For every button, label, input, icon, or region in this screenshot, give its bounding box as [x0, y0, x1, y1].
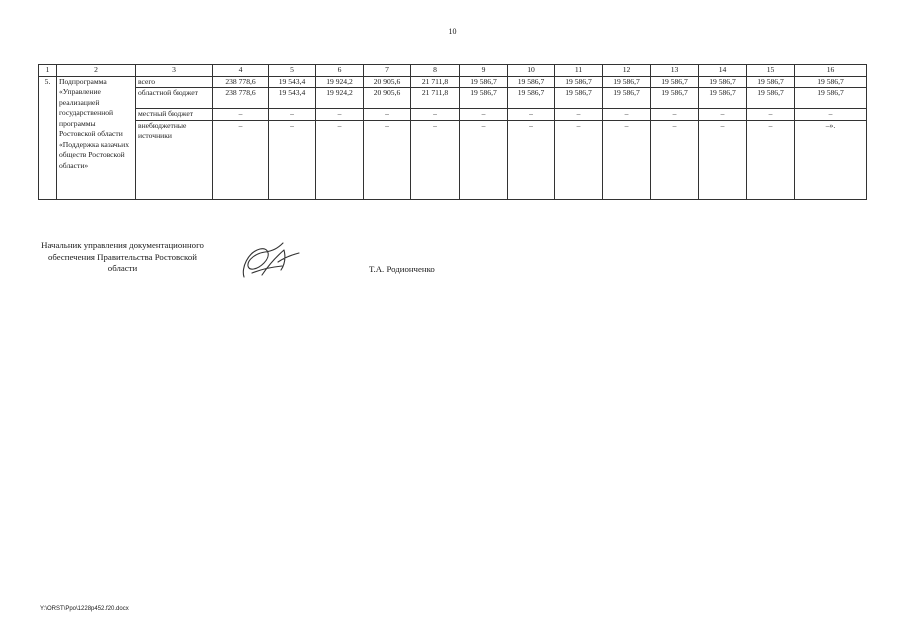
table-cell: 20 905,6 [364, 88, 411, 109]
table-cell: 19 586,7 [795, 76, 867, 88]
funding-source: всего [136, 76, 213, 88]
table-cell: 19 586,7 [460, 88, 508, 109]
table-cell: 238 778,6 [213, 88, 269, 109]
column-number: 1 [39, 65, 57, 77]
table-cell: 238 778,6 [213, 76, 269, 88]
table-cell: – [795, 109, 867, 121]
column-number: 16 [795, 65, 867, 77]
page-number: 10 [448, 27, 457, 36]
table-cell: 19 586,7 [555, 76, 603, 88]
column-number: 11 [555, 65, 603, 77]
handwritten-signature [238, 240, 304, 282]
funding-source: областной бюджет [136, 88, 213, 109]
table-cell: –». [795, 120, 867, 199]
table-cell: – [213, 120, 269, 199]
table-cell: 19 586,7 [603, 76, 651, 88]
table-cell: – [316, 120, 364, 199]
table-cell: 19 586,7 [651, 76, 699, 88]
column-number: 10 [508, 65, 555, 77]
table-cell: – [555, 120, 603, 199]
table-cell: – [651, 120, 699, 199]
column-number: 8 [411, 65, 460, 77]
file-path: Y:\ORST\Ppo\1228p452.f20.docx [40, 606, 129, 612]
table-cell: – [508, 109, 555, 121]
table-cell: 21 711,8 [411, 88, 460, 109]
table-cell: 19 586,7 [508, 88, 555, 109]
column-number: 2 [57, 65, 136, 77]
table-row [39, 76, 867, 88]
table-cell: – [364, 109, 411, 121]
table-cell: – [460, 109, 508, 121]
table-cell: – [269, 109, 316, 121]
table-cell: – [747, 120, 795, 199]
table-cell: – [213, 109, 269, 121]
table-row [39, 88, 867, 109]
row-number: 5. [39, 76, 57, 199]
table-cell: 19 586,7 [699, 88, 747, 109]
table-row [39, 120, 867, 199]
column-number: 4 [213, 65, 269, 77]
table-cell: – [603, 120, 651, 199]
table-cell: – [364, 120, 411, 199]
column-number: 13 [651, 65, 699, 77]
column-number-row [39, 65, 867, 77]
table-cell: 19 586,7 [651, 88, 699, 109]
table-cell: 19 924,2 [316, 88, 364, 109]
budget-table [38, 64, 867, 200]
table-cell: 19 586,7 [747, 76, 795, 88]
program-name: Подпрограмма «Управление реализацией государственной программы Ростовской области «Поддержка казачьих обществ Ростовской области» [57, 76, 136, 199]
table-cell: – [747, 109, 795, 121]
table-cell: 19 543,4 [269, 76, 316, 88]
column-number: 3 [136, 65, 213, 77]
column-number: 7 [364, 65, 411, 77]
table-row [39, 109, 867, 121]
table-cell: – [699, 109, 747, 121]
table-cell: – [651, 109, 699, 121]
table-cell: – [460, 120, 508, 199]
funding-source: внебюджетные источники [136, 120, 213, 199]
table-cell: – [699, 120, 747, 199]
signer-title: Начальник управления документационного обеспечения Правительства Ростовской области [41, 240, 204, 274]
column-number: 6 [316, 65, 364, 77]
table-cell: 19 586,7 [603, 88, 651, 109]
table-cell: – [411, 120, 460, 199]
table-cell: – [508, 120, 555, 199]
table-cell: 19 586,7 [460, 76, 508, 88]
table-cell: 19 924,2 [316, 76, 364, 88]
column-number: 9 [460, 65, 508, 77]
funding-source: местный бюджет [136, 109, 213, 121]
column-number: 5 [269, 65, 316, 77]
table-cell: 19 586,7 [508, 76, 555, 88]
table-cell: – [316, 109, 364, 121]
table-cell: 19 586,7 [795, 88, 867, 109]
table-cell: 19 586,7 [555, 88, 603, 109]
table-cell: 20 905,6 [364, 76, 411, 88]
table-cell: – [603, 109, 651, 121]
table-cell: 21 711,8 [411, 76, 460, 88]
table-cell: 19 543,4 [269, 88, 316, 109]
table-cell: 19 586,7 [747, 88, 795, 109]
column-number: 15 [747, 65, 795, 77]
table-cell: – [411, 109, 460, 121]
column-number: 14 [699, 65, 747, 77]
table-cell: 19 586,7 [699, 76, 747, 88]
signer-name: Т.А. Родионченко [369, 264, 435, 274]
column-number: 12 [603, 65, 651, 77]
table-cell: – [555, 109, 603, 121]
table-cell: – [269, 120, 316, 199]
